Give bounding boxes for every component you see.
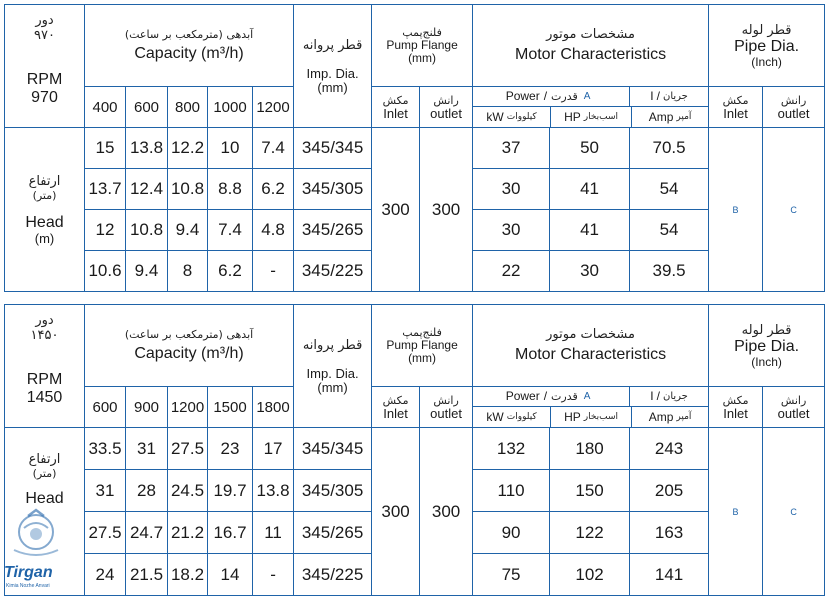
mark-a: A [583,91,591,102]
flange-inlet-header [372,387,420,428]
inlet-label-en: Inlet [723,105,748,121]
amp-value: 39.5 [630,251,709,292]
head-value: 21.5 [126,554,168,596]
power-label-en: Power [505,89,540,103]
amp-value: 163 [630,512,709,554]
tirgan-tagline: Kimia Nozhe Anvari [6,583,50,589]
rpm-cell [5,51,85,128]
capacity-value: 1500 [208,387,253,428]
pipe-label-fa: قطر لوله [741,22,792,38]
current-label-en: I [650,389,654,403]
kw-value: 30 [473,210,550,251]
hp-value: 150 [550,470,630,512]
amp-header [631,107,708,127]
flange-outlet-value: 300 [420,428,473,596]
imp-label-en: Imp. Dia. [306,65,359,81]
imp-dia-header [294,305,372,428]
capacity-value: 600 [85,387,126,428]
pipe-label-fa: قطر لوله [741,322,792,338]
tirgan-logo [6,488,86,596]
imp-dia-value: 345/305 [294,169,372,210]
kw-value: 30 [473,169,550,210]
capacity-value: 800 [168,87,208,128]
head-value: 6.2 [208,251,253,292]
hp-value: 180 [550,428,630,470]
pipe-outlet-header [763,87,825,128]
head-value: 18.2 [168,554,208,596]
rpm-cell [5,351,85,428]
capacity-label-fa: آبدهی (مترمکعب بر ساعت) [124,28,254,41]
kw-value: 37 [473,128,550,169]
head-label-en: Head [25,213,64,231]
amp-value: 70.5 [630,128,709,169]
head-value: 15 [85,128,126,169]
head-value: 12 [85,210,126,251]
inlet-label-fa: مکش [722,93,749,107]
head-unit-fa: (متر) [32,467,57,480]
rpm-value: 1450 [26,388,63,406]
hp-value: 122 [550,512,630,554]
head-value: 27.5 [168,428,208,470]
amp-value: 54 [630,210,709,251]
flange-inlet-header [372,87,420,128]
motor-label-fa: مشخصات موتور [546,27,635,42]
flange-inlet-value: 300 [372,428,420,596]
current-label-fa: جریان [662,391,688,402]
imp-dia-value: 345/265 [294,512,372,554]
pump-table-970 [4,4,825,292]
kw-value: 90 [473,512,550,554]
hp-value: 102 [550,554,630,596]
pipe-inlet-mark: B [709,428,763,596]
flange-outlet-header [420,87,473,128]
head-value: 9.4 [126,251,168,292]
pipe-inlet-header [709,387,763,428]
head-value: 11 [253,512,294,554]
speed-cell [5,305,85,351]
imp-label-fa: قطر پروانه [302,37,363,53]
head-value: 16.7 [208,512,253,554]
motor-header [473,305,709,387]
motor-subheader [473,387,709,428]
imp-dia-header [294,5,372,128]
imp-dia-value: 345/345 [294,128,372,169]
pipe-dia-header [709,305,825,387]
capacity-value: 400 [85,87,126,128]
head-value: 13.8 [253,470,294,512]
kw-label-fa: کیلووات [506,411,537,422]
head-value: - [253,251,294,292]
head-value: 10.6 [85,251,126,292]
kw-value: 110 [473,470,550,512]
capacity-value: 900 [126,387,168,428]
speed-cell [5,5,85,51]
pipe-dia-header [709,5,825,87]
mark-a: A [583,391,591,402]
flange-outlet-value: 300 [420,128,473,292]
pipe-outlet-header [763,387,825,428]
imp-label-fa: قطر پروانه [302,337,363,353]
flange-unit: (mm) [408,51,437,65]
hp-value: 50 [550,128,630,169]
head-value: 19.7 [208,470,253,512]
head-label-fa: ارتفاع [28,452,61,467]
head-value: 27.5 [85,512,126,554]
hp-value: 30 [550,251,630,292]
outlet-label-en: outlet [430,405,462,421]
flange-unit: (mm) [408,351,437,365]
head-value: 7.4 [253,128,294,169]
head-value: 12.4 [126,169,168,210]
rpm-label: RPM [26,70,63,88]
head-value: 9.4 [168,210,208,251]
capacity-header [85,5,294,87]
head-value: 13.8 [126,128,168,169]
current-label-en: I [650,89,654,103]
imp-dia-value: 345/345 [294,428,372,470]
outlet-label-en: outlet [777,105,810,121]
head-label-fa: ارتفاع [28,173,61,189]
kw-header [473,411,550,424]
capacity-label-en: Capacity (m³/h) [134,45,244,62]
capacity-value: 600 [126,87,168,128]
tirgan-wordmark: Tirgan [4,564,53,581]
pump-flange-header [372,5,473,87]
head-value: 21.2 [168,512,208,554]
head-label-cell [5,128,85,292]
capacity-value: 1200 [168,387,208,428]
head-value: 8.8 [208,169,253,210]
kw-value: 22 [473,251,550,292]
inlet-label-en: Inlet [383,405,408,421]
head-value: 28 [126,470,168,512]
motor-subheader [473,87,709,128]
head-value: 17 [253,428,294,470]
head-value: - [253,554,294,596]
hp-header [550,407,631,427]
imp-dia-value: 345/225 [294,554,372,596]
capacity-value: 1200 [253,87,294,128]
inlet-label-fa: مکش [722,393,749,407]
imp-dia-value: 345/265 [294,210,372,251]
motor-label-en: Motor Characteristics [514,346,667,363]
head-value: 4.8 [253,210,294,251]
current-header: I / جریان [629,387,708,406]
pipe-outlet-mark: C [763,428,825,596]
amp-label-fa: آمپر [676,411,692,422]
imp-dia-value: 345/305 [294,470,372,512]
pipe-outlet-mark: C [763,128,825,292]
outlet-label-fa: رانش [780,93,807,107]
head-value: 10.8 [168,169,208,210]
pipe-inlet-header [709,87,763,128]
hp-value: 41 [550,210,630,251]
head-value: 7.4 [208,210,253,251]
pipe-label-en: Pipe Dia. [734,37,800,55]
amp-value: 54 [630,169,709,210]
kw-label-fa: کیلووات [506,111,537,122]
flange-label-en: Pump Flange [386,38,458,52]
motor-header [473,5,709,87]
flange-inlet-value: 300 [372,128,420,292]
head-value: 10 [208,128,253,169]
pump-flange-header [372,305,473,387]
head-value: 14 [208,554,253,596]
current-header: I / جریان [629,87,708,106]
outlet-label-fa: رانش [433,93,459,107]
head-value: 8 [168,251,208,292]
hp-label-en: HP [564,409,581,424]
head-value: 31 [85,470,126,512]
outlet-label-fa: رانش [780,393,807,407]
inlet-label-fa: مکش [382,93,409,107]
flange-outlet-header [420,387,473,428]
imp-dia-value: 345/225 [294,251,372,292]
capacity-value: 1000 [208,87,253,128]
inlet-label-en: Inlet [383,105,408,121]
pipe-unit: (Inch) [751,354,782,369]
rpm-fa: ۹۷۰ [34,27,55,43]
amp-value: 243 [630,428,709,470]
imp-unit: (mm) [317,379,348,395]
amp-label-en: Amp [648,409,674,424]
pipe-inlet-mark: B [709,128,763,292]
head-unit-fa: (متر) [32,188,57,202]
hp-label-fa: اسب‌بخار [583,111,619,122]
head-value: 33.5 [85,428,126,470]
head-value: 12.2 [168,128,208,169]
kw-label-en: kW [486,109,504,124]
inlet-label-en: Inlet [723,405,748,421]
pipe-label-en: Pipe Dia. [734,337,800,355]
capacity-header [85,305,294,387]
amp-value: 205 [630,470,709,512]
power-header: Power / قدرت A [505,89,591,103]
rpm-label: RPM [26,370,63,388]
hp-label-fa: اسب‌بخار [583,411,619,422]
amp-label-en: Amp [648,109,674,124]
kw-value: 75 [473,554,550,596]
amp-label-fa: آمپر [676,111,692,122]
head-unit-en: (m) [34,230,55,246]
current-label-fa: جریان [662,91,688,102]
hp-label-en: HP [564,109,581,124]
kw-value: 132 [473,428,550,470]
outlet-label-fa: رانش [433,393,459,407]
head-label-en: Head [25,490,64,507]
flange-label-fa: فلنج‌پمپ [402,26,442,39]
head-value: 23 [208,428,253,470]
head-value: 6.2 [253,169,294,210]
power-label-fa: قدرت [551,90,578,103]
speed-label-fa: دور [35,312,54,328]
outlet-label-en: outlet [430,105,462,121]
head-value: 24.5 [168,470,208,512]
imp-unit: (mm) [317,79,348,95]
pipe-unit: (Inch) [751,54,782,69]
inlet-label-fa: مکش [382,393,409,407]
power-header: Power / قدرت A [505,389,591,403]
capacity-value: 1800 [253,387,294,428]
head-value: 24 [85,554,126,596]
hp-header [550,107,631,127]
head-value: 31 [126,428,168,470]
capacity-label-en: Capacity (m³/h) [134,345,244,362]
motor-label-en: Motor Characteristics [514,46,667,63]
amp-value: 141 [630,554,709,596]
speed-label-fa: دور [35,12,54,28]
rpm-value: 970 [31,88,58,106]
kw-header [473,111,550,124]
motor-label-fa: مشخصات موتور [546,327,635,342]
head-value: 13.7 [85,169,126,210]
imp-label-en: Imp. Dia. [306,365,359,381]
hp-value: 41 [550,169,630,210]
outlet-label-en: outlet [777,405,810,421]
head-value: 24.7 [126,512,168,554]
power-label-en: Power [505,389,540,403]
kw-label-en: kW [486,409,504,424]
head-value: 10.8 [126,210,168,251]
pump-table-1450 [4,304,825,596]
capacity-label-fa: آبدهی (مترمکعب بر ساعت) [124,328,254,341]
rpm-fa: ۱۴۵۰ [30,327,59,343]
power-label-fa: قدرت [551,390,578,403]
flange-label-en: Pump Flange [386,338,458,352]
amp-header [631,407,708,427]
flange-label-fa: فلنج‌پمپ [402,326,442,339]
